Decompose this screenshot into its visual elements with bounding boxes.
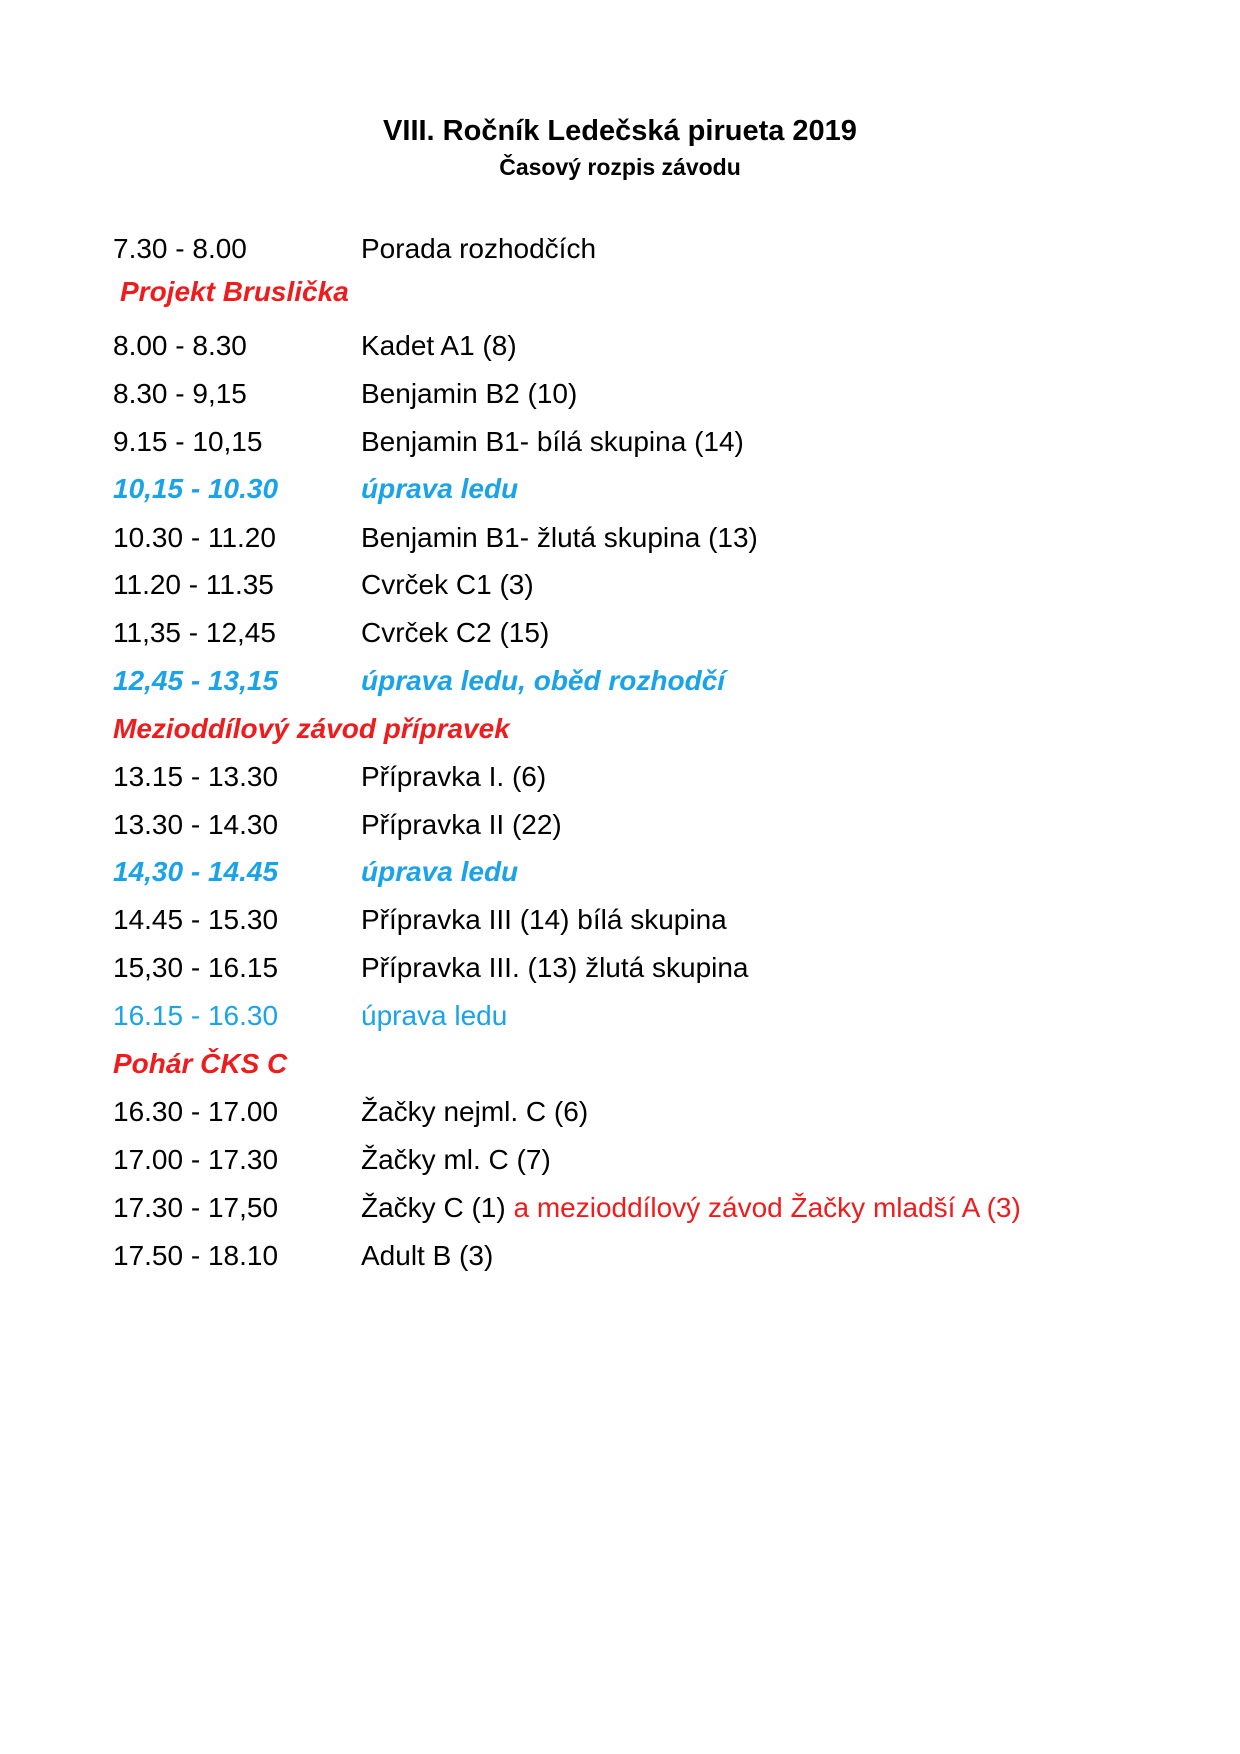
section-heading: Mezioddílový závod přípravek	[113, 713, 510, 744]
schedule-event: Kadet A1 (8)	[361, 330, 517, 361]
schedule-time: 11,35 - 12,45	[113, 617, 276, 648]
schedule-event: Přípravka II (22)	[361, 809, 562, 840]
schedule-time: 17.50 - 18.10	[113, 1240, 279, 1271]
schedule-time: 16.30 - 17.00	[113, 1096, 279, 1127]
schedule-event: Porada rozhodčích	[361, 233, 597, 264]
schedule-time: 7.30 - 8.00	[113, 233, 247, 264]
schedule-time: 9.15 - 10,15	[113, 426, 263, 457]
schedule-event: úprava ledu	[361, 1000, 508, 1031]
schedule-event-extra: a mezioddílový závod Žačky mladší A (3)	[513, 1192, 1021, 1223]
page-title: VIII. Ročník Ledečská pirueta 2019	[383, 115, 857, 147]
schedule-event: Žačky ml. C (7)	[361, 1144, 551, 1175]
schedule-event: Žačky C (1)	[361, 1192, 506, 1223]
schedule-time: 17.30 - 17,50	[113, 1192, 279, 1223]
schedule-event: Cvrček C2 (15)	[361, 617, 550, 648]
schedule-event: Přípravka III. (13) žlutá skupina	[361, 952, 749, 983]
schedule-time: 10,15 - 10.30	[113, 473, 279, 504]
schedule-time: 16.15 - 16.30	[113, 1000, 279, 1031]
schedule-time: 14,30 - 14.45	[113, 856, 279, 887]
schedule-event: úprava ledu	[361, 473, 519, 504]
schedule-time: 13.15 - 13.30	[113, 761, 279, 792]
schedule-event-group	[361, 1188, 1021, 1228]
schedule-event: Přípravka I. (6)	[361, 761, 547, 792]
schedule-event: Benjamin B1- žlutá skupina (13)	[361, 522, 758, 553]
schedule-event: Cvrček C1 (3)	[361, 569, 534, 600]
schedule-time: 13.30 - 14.30	[113, 809, 279, 840]
schedule-event: Benjamin B1- bílá skupina (14)	[361, 426, 744, 457]
schedule-time: 14.45 - 15.30	[113, 904, 279, 935]
schedule-event: úprava ledu	[361, 856, 519, 887]
schedule-time: 12,45 - 13,15	[113, 665, 279, 696]
schedule-time: 8.00 - 8.30	[113, 330, 247, 361]
page-subtitle: Časový rozpis závodu	[499, 154, 741, 180]
section-heading: Pohár ČKS C	[113, 1048, 288, 1079]
schedule-time: 8.30 - 9,15	[113, 378, 247, 409]
schedule-event: Přípravka III (14) bílá skupina	[361, 904, 727, 935]
schedule-event: Žačky nejml. C (6)	[361, 1096, 589, 1127]
schedule-event: Adult B (3)	[361, 1240, 494, 1271]
section-heading: Projekt Bruslička	[120, 276, 349, 307]
schedule-event: Benjamin B2 (10)	[361, 378, 578, 409]
schedule-time: 17.00 - 17.30	[113, 1144, 279, 1175]
schedule-event: úprava ledu, oběd rozhodčí	[361, 665, 726, 696]
schedule-time: 15,30 - 16.15	[113, 952, 279, 983]
schedule-time: 11.20 - 11.35	[113, 569, 274, 600]
schedule-time: 10.30 - 11.20	[113, 522, 276, 553]
